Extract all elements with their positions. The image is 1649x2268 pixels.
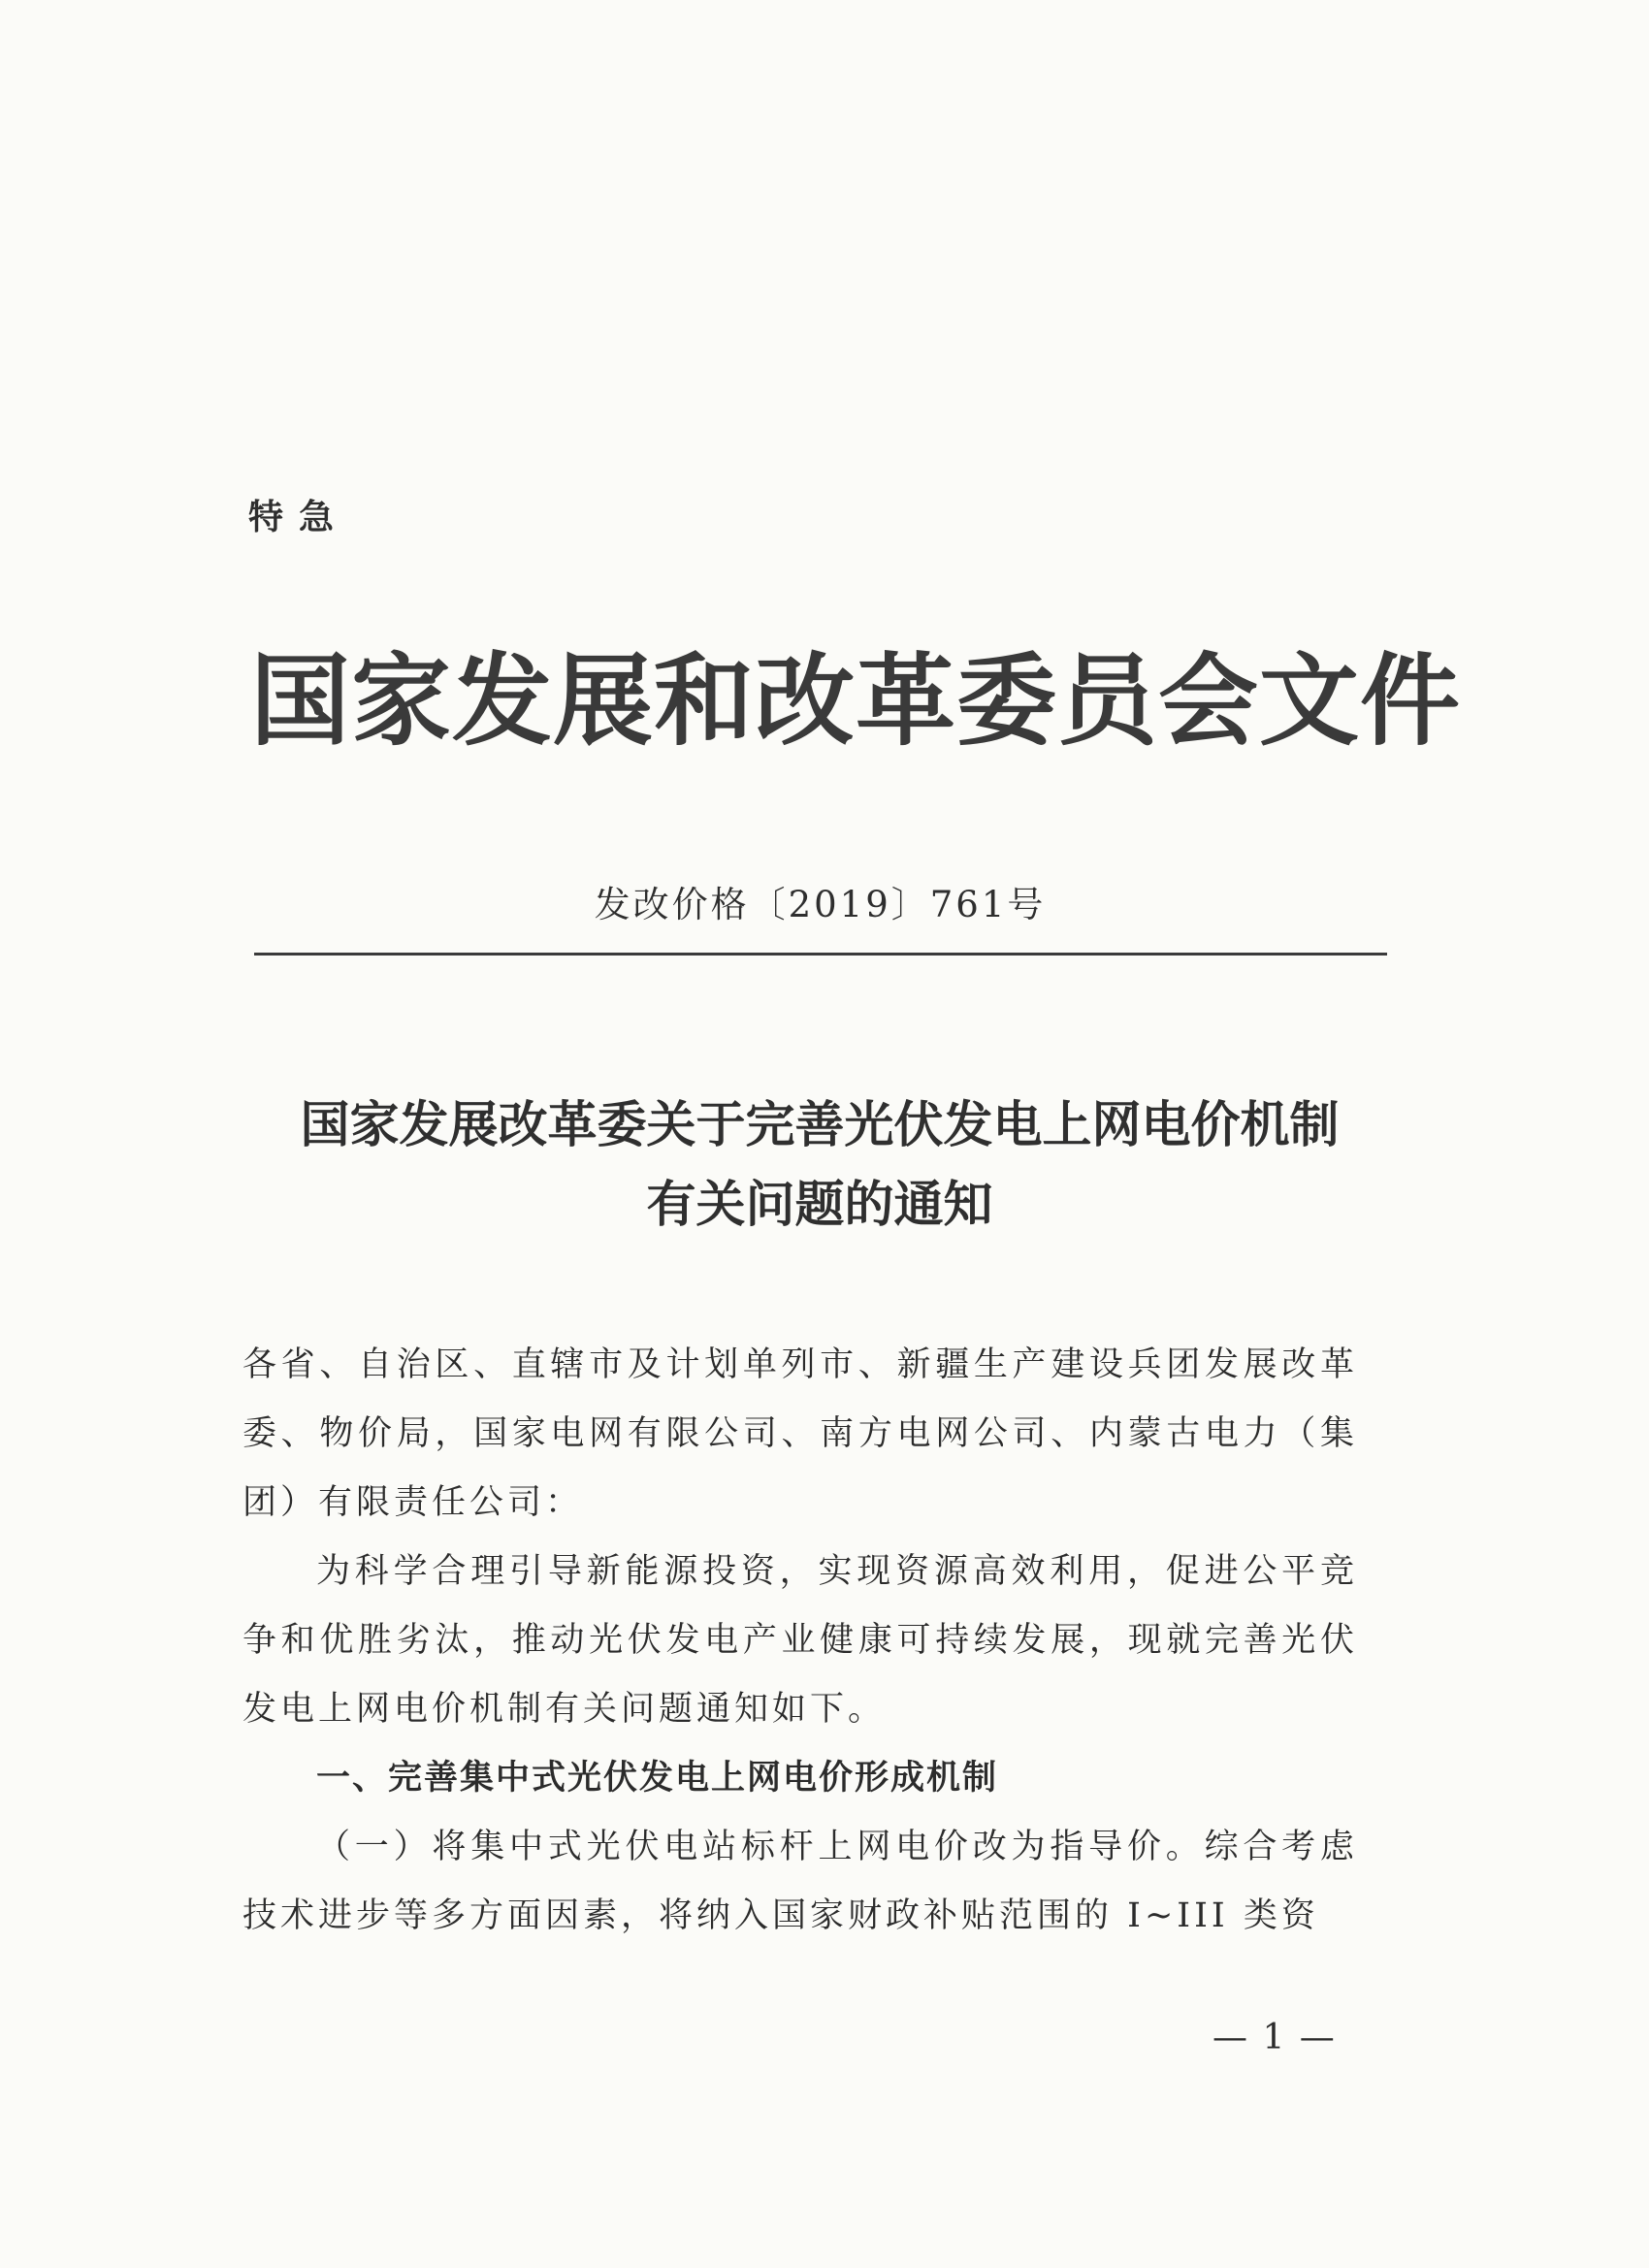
intro-paragraph: 为科学合理引导新能源投资，实现资源高效利用，促进公平竞争和优胜劣汰，推动光伏发电产业健康可持续发展，现就完善光伏发电上网电价机制有关问题通知如下。 <box>242 1552 1358 1729</box>
notice-body <box>242 1331 1358 1951</box>
section-1-paragraph-1: （一）将集中式光伏电站标杆上网电价改为指导价。综合考虑技术进步等多方面因素，将纳入国家财政补贴范围的 I~III 类资 <box>242 1828 1358 1935</box>
urgency-label: 特急 <box>248 498 350 537</box>
notice-title <box>233 1086 1406 1246</box>
header-divider <box>254 953 1387 956</box>
notice-title-line-1: 国家发展改革委关于完善光伏发电上网电价机制 <box>300 1097 1340 1154</box>
recipients-paragraph: 各省、自治区、直辖市及计划单列市、新疆生产建设兵团发展改革委、物价局，国家电网有限公司、南方电网公司、内蒙古电力（集团）有限责任公司： <box>242 1345 1358 1522</box>
section-1-heading: 一、完善集中式光伏发电上网电价形成机制 <box>316 1759 999 1798</box>
document-number: 发改价格〔2019〕761号 <box>594 884 1047 925</box>
page-number: — 1 — <box>1212 2018 1337 2057</box>
notice-title-line-2: 有关问题的通知 <box>646 1177 993 1234</box>
document-header: 国家发展和改革委员会文件 <box>250 643 1461 760</box>
